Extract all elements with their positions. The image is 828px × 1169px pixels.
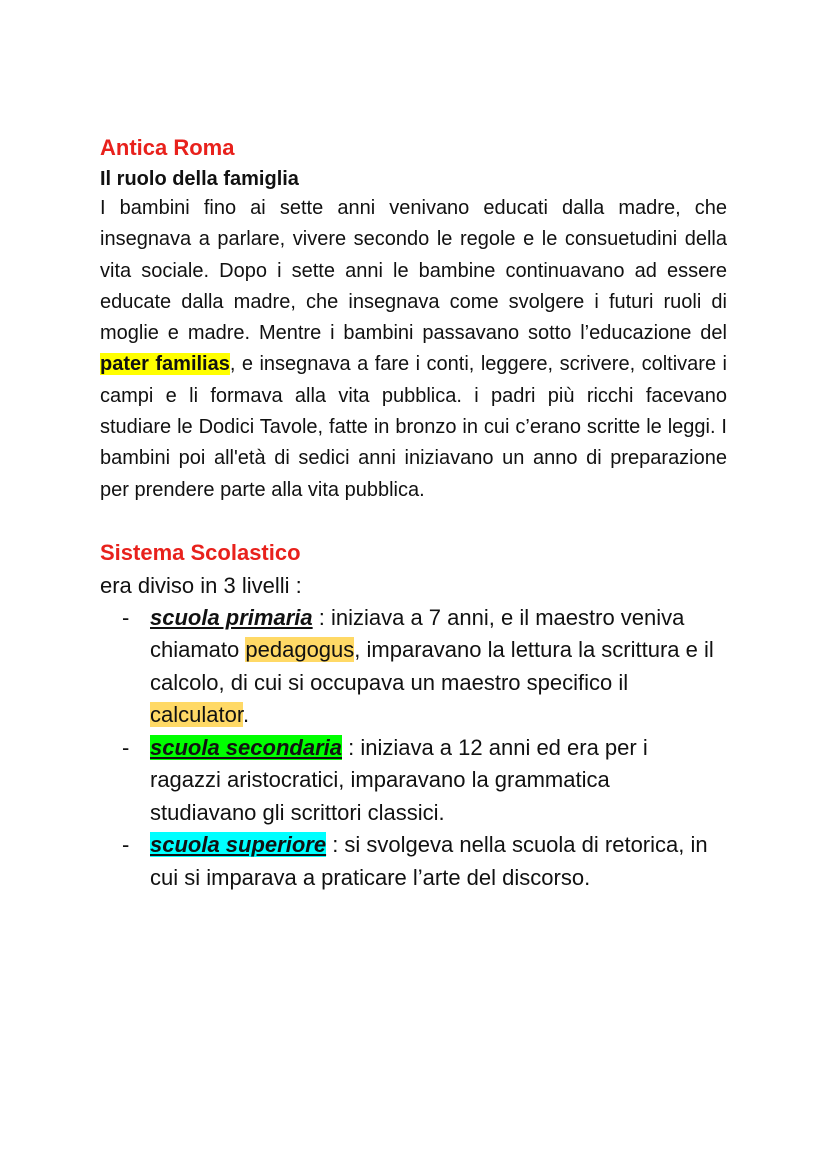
item-text: : iniziava a 7 anni, e il maestro veniva chiamato [150, 604, 685, 663]
section-spacer [100, 506, 727, 536]
item-text: , imparavano la lettura la scrittura e il calcolo, di cui si occupava un maestro specifico il [150, 637, 714, 695]
item-text: : iniziava a 12 anni ed era per i ragazzi aristocratici, imparavano la grammatica studiavano gli scrittori classici. [150, 734, 648, 825]
highlight-pedagogus: pedagogus [245, 637, 355, 663]
list-item-scuola-primaria [100, 602, 720, 732]
list-dash: - [122, 604, 130, 630]
paragraph-text-a: I bambini fino ai sette anni venivano educati dalla madre, che insegnava a parlare, vivere secondo le regole e le consuetudini della vita sociale. Dopo i sette anni le bambine continuavano ad essere educate dalla madre, che insegnava come svolgere i futuri ruoli di moglie e madre. Mentre i bambini passavano sotto l’educazione del [100, 197, 727, 345]
list-dash: - [122, 832, 130, 858]
highlight-calculator: calculator [150, 702, 243, 728]
list-dash: - [122, 734, 130, 760]
highlight-pater-familias: pater familias [100, 353, 230, 376]
item-text: : si svolgeva nella scuola di retorica, in cui si imparava a praticare l’arte del discorso. [150, 832, 708, 890]
levels-list [100, 602, 727, 895]
section-subtitle-famiglia: Il ruolo della famiglia [100, 168, 299, 190]
item-text: . [242, 702, 250, 728]
paragraph-text-b: , e insegnava a fare i conti, leggere, scrivere, coltivare i campi e li formava alla vita pubblica. i padri più ricchi facevano studiare le Dodici Tavole, fatte in bronzo in cui c’erano scritte le leggi. I bambini poi all'età di sedici anni iniziavano un anno di preparazione per prendere parte alla vita pubblica. [100, 353, 727, 501]
section-title-sistema-scolastico: Sistema Scolastico [100, 539, 301, 565]
section-intro: era diviso in 3 livelli : [100, 572, 302, 598]
list-item-scuola-secondaria [100, 732, 720, 830]
term-scuola-superiore: scuola superiore [150, 832, 327, 858]
section-title-antica-roma: Antica Roma [100, 135, 235, 160]
document-page [100, 131, 727, 894]
term-scuola-primaria: scuola primaria [150, 604, 313, 630]
famiglia-paragraph [100, 193, 727, 506]
list-item-scuola-superiore [100, 829, 720, 894]
term-scuola-secondaria: scuola secondaria [150, 734, 342, 760]
